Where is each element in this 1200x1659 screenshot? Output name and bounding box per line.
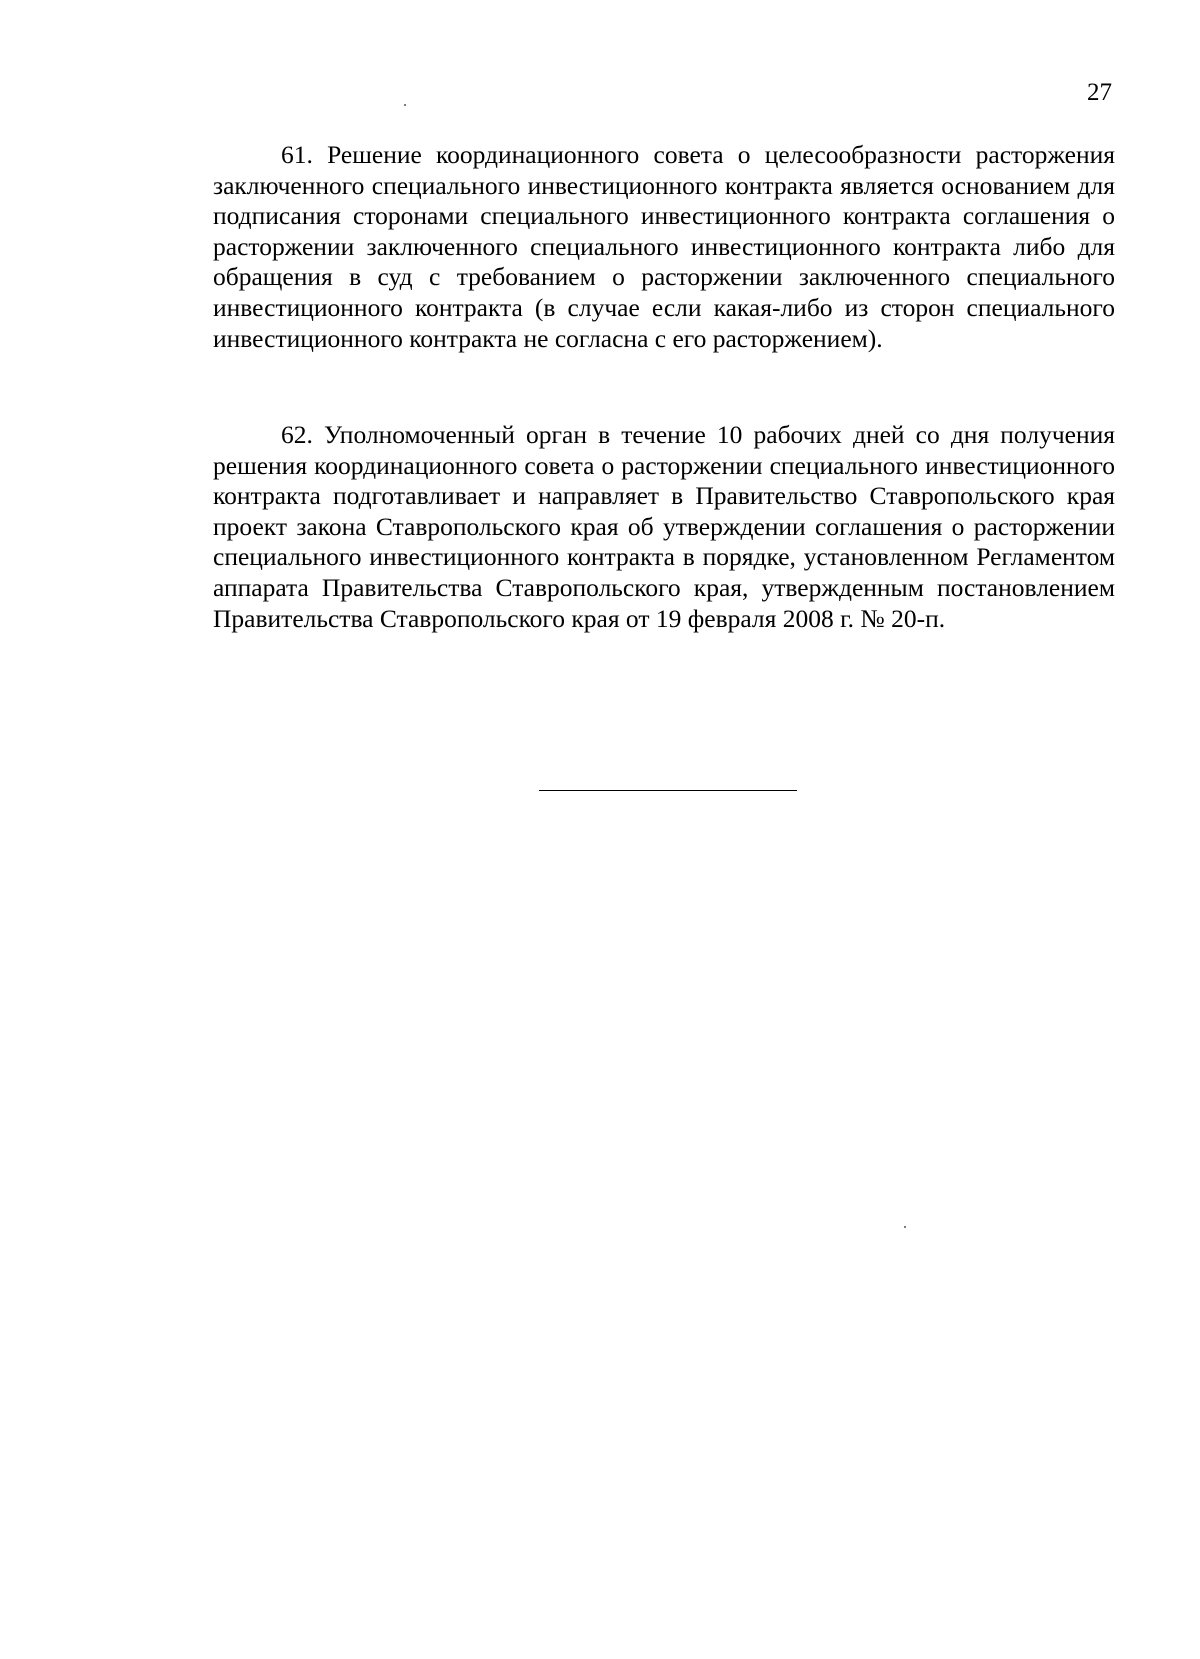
paragraph-61: 61. Решение координационного совета о целесообразности расторжения заключенного специального инвестиционного контракта является основанием для подписания сторонами специального инвестиционного контракта соглашения о расторжении заключенного специального инвестиционного контракта либо для обращения в суд с требованием о расторжении заключенного специального инвестиционного контракта (в случае если какая-либо из сторон специального инвестиционного контракта не согласна с его расторжением). [213,140,1115,353]
scan-speck [904,1226,906,1228]
scan-speck [404,104,406,106]
paragraph-61-block [213,140,1115,354]
end-of-document-line [539,790,797,791]
paragraph-62-block [213,420,1115,634]
page-number: 27 [1087,79,1112,106]
paragraph-62: 62. Уполномоченный орган в течение 10 рабочих дней со дня получения решения координационного совета о расторжении специального инвестиционного контракта подготавливает и направляет в Правительство Ставропольского края проект закона Ставропольского края об утверждении соглашения о расторжении специального инвестиционного контракта в порядке, установленном Регламентом аппарата Правительства Ставропольского края, утвержденным постановлением Правительства Ставропольского края от 19 февраля 2008 г. № 20-п. [213,420,1115,633]
